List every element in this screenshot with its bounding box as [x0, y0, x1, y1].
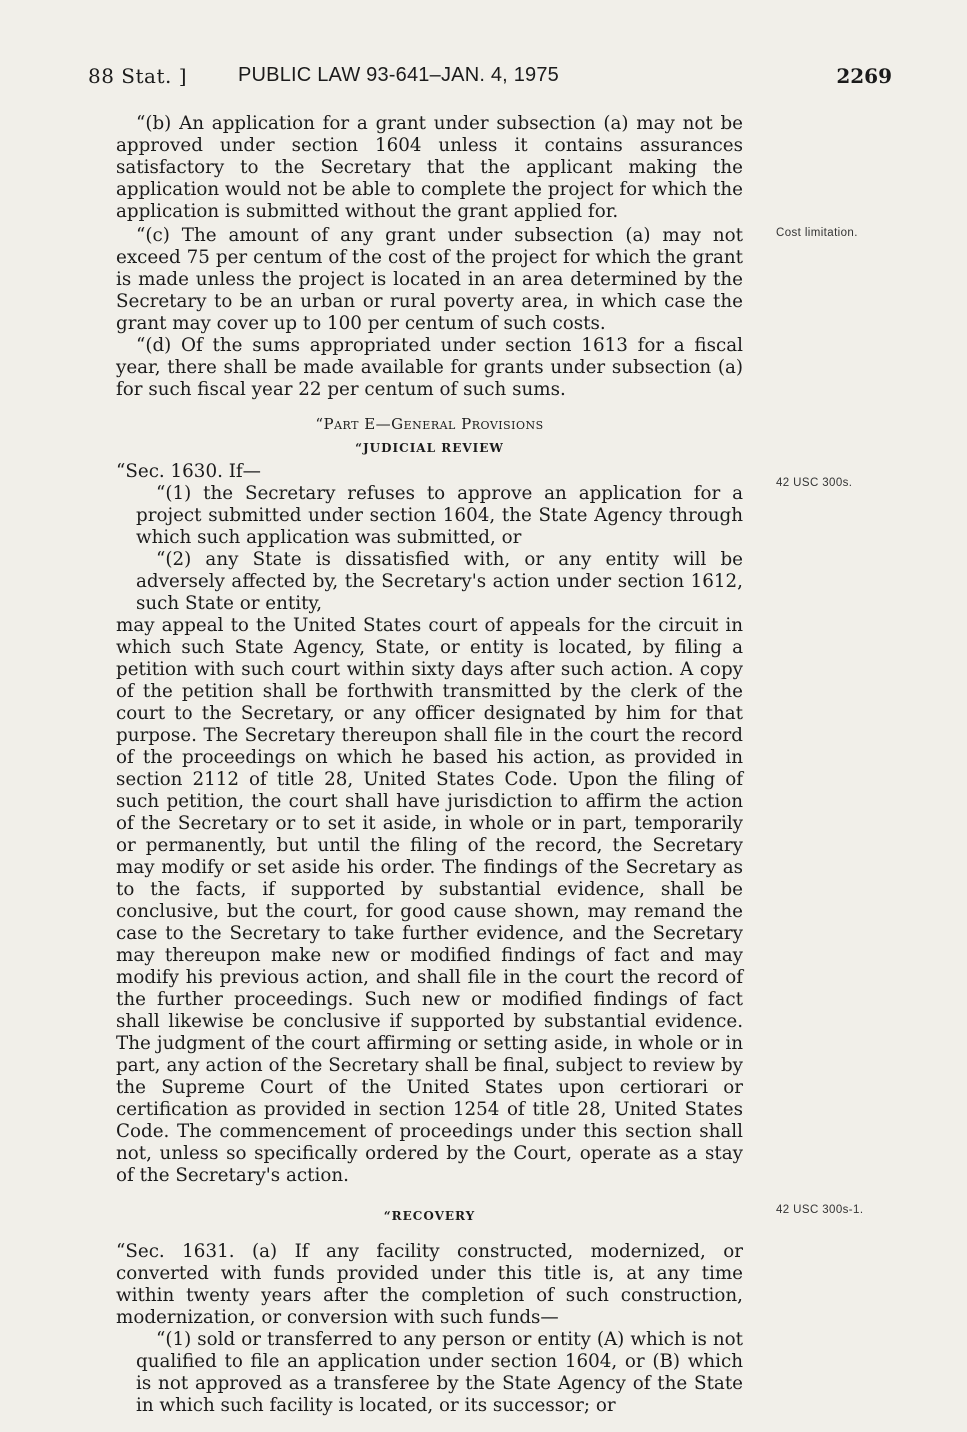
part-e-heading: “Part E—General Provisions [315, 415, 544, 433]
sec-1630-clause-1: “(1) the Secretary refuses to approve an application for a project submitted under section 1604, the State Agency through which such application was submitted, or [136, 483, 743, 548]
paragraph-b: “(b) An application for a grant under subsection (a) may not be approved under section 1604 unless it contains assurances satisfactory to the Secretary that the applicant making the application would not be able to complete the project for which the application is submitted without the grant applied for. [116, 113, 743, 222]
margin-note-usc-300s: 42 USC 300s. [776, 477, 853, 489]
law-title: PUBLIC LAW 93-641–JAN. 4, 1975 [238, 64, 559, 86]
paragraph-c: “(c) The amount of any grant under subsection (a) may not exceed 75 per centum of the cost of the project for which the grant is made unless the project is located in an area determined by the Secretary to be an urban or rural poverty area, in which case the grant may cover up to 100 per centum of such costs. [116, 225, 743, 334]
sec-1631-a: “Sec. 1631. (a) If any facility constructed, modernized, or converted with funds provided under this title is, at any time within twenty years after the completion of such construction, modernization, or conversion with such funds— [116, 1241, 743, 1328]
page-number: 2269 [836, 64, 892, 88]
statute-volume: 88 Stat. ] [88, 64, 188, 88]
paragraph-d: “(d) Of the sums appropriated under section 1613 for a fiscal year, there shall be made available for grants under subsection (a) for such fiscal year 22 per centum of such sums. [116, 335, 743, 400]
judicial-review-heading: “JUDICIAL REVIEW [355, 441, 504, 455]
margin-note-cost-limitation: Cost limitation. [776, 227, 858, 239]
sec-1631-clause-1: “(1) sold or transferred to any person or entity (A) which is not qualified to file an application under section 1604, or (B) which is not approved as a transferee by the State Agency of the State in which such facility is located, or its successor; or [136, 1329, 743, 1416]
sec-1630-body: may appeal to the United States court of appeals for the circuit in which such State Agency, State, or entity is located, by filing a petition with such court within sixty days after such action. A copy of the petition shall be forthwith transmitted by the clerk of the court to the Secretary, or any officer designated by him for that purpose. The Secretary thereupon shall file in the court the record of the proceedings on which he based his action, as provided in section 2112 of title 28, United States Code. Upon the filing of such petition, the court shall have jurisdiction to affirm the action of the Secretary or to set it aside, in whole or in part, temporarily or permanently, but until the filing of the record, the Secretary may modify or set aside his order. The findings of the Secretary as to the facts, if supported by substantial evidence, shall be conclusive, but the court, for good cause shown, may remand the case to the Secretary to take further evidence, and the Secretary may thereupon make new or modified findings of fact and may modify his previous action, and shall file in the court the record of the further proceedings. Such new or modified findings of fact shall likewise be conclusive if supported by substantial evidence. The judgment of the court affirming or setting aside, in whole or in part, any action of the Secretary shall be final, subject to review by the Supreme Court of the United States upon certiorari or certification as provided in section 1254 of title 28, United States Code. The commencement of proceedings under this section shall not, unless so specifically ordered by the Court, operate as a stay of the Secretary's action. [116, 615, 743, 1186]
sec-1630-intro: “Sec. 1630. If— [116, 461, 261, 482]
sec-1630-clause-2: “(2) any State is dissatisfied with, or any entity will be adversely affected by, the Secretary's action under section 1612, such State or entity, [136, 549, 743, 614]
document-body [116, 113, 743, 1417]
running-header [88, 64, 892, 94]
margin-note-usc-300s-1: 42 USC 300s-1. [776, 1204, 864, 1216]
recovery-heading: “RECOVERY [383, 1209, 476, 1223]
